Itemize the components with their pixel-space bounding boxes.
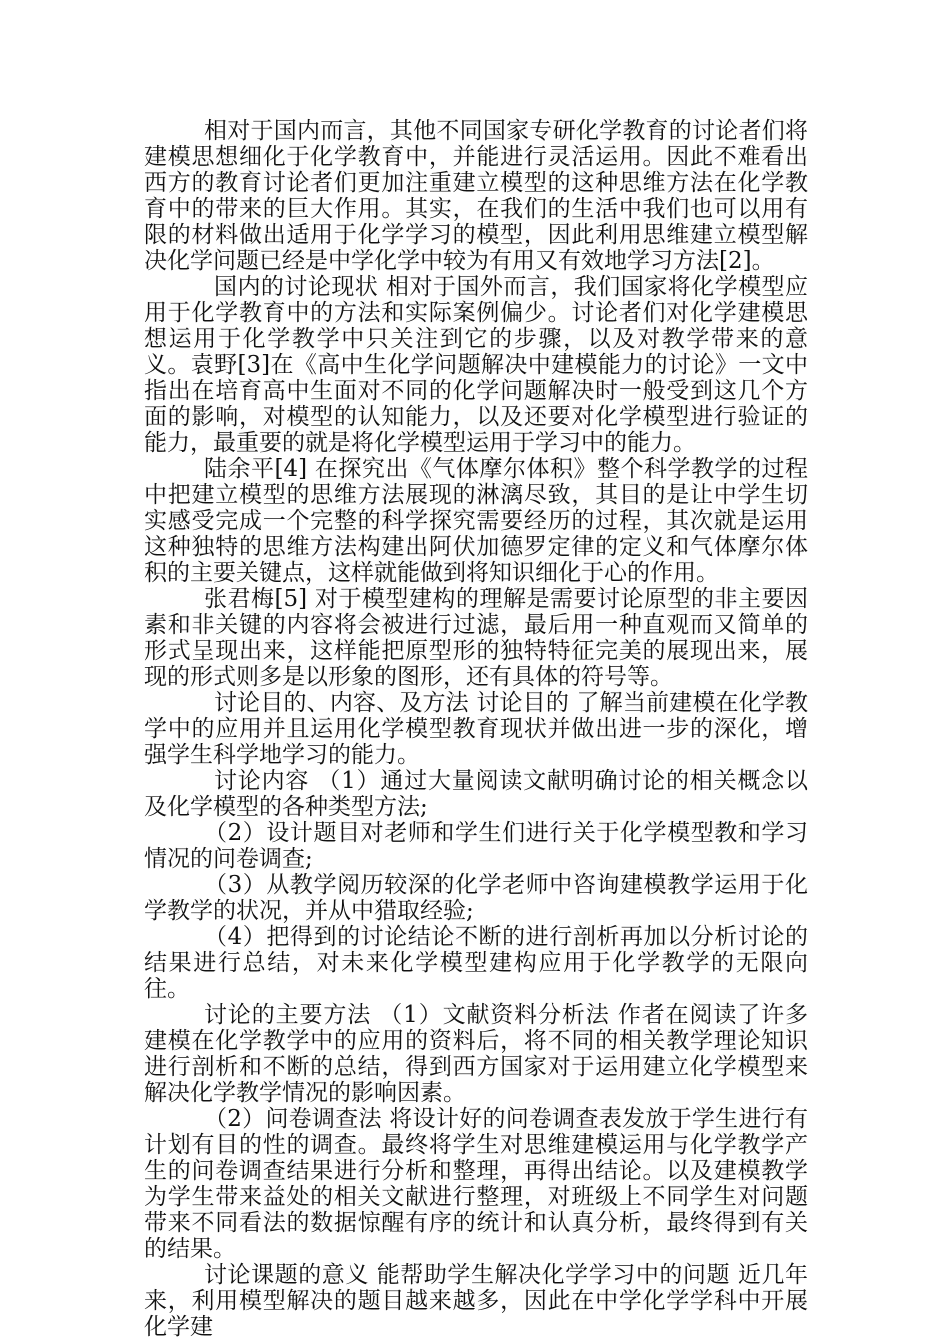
paragraph-research-content: 讨论内容 （1）通过大量阅读文献明确讨论的相关概念以及化学模型的各种类型方法; [144,768,808,820]
document-page [144,118,808,1340]
paragraph-foreign-research: 相对于国内而言，其他不同国家专研化学教育的讨论者们将建模思想细化于化学教育中，并能进行灵活运用。因此不难看出西方的教育讨论者们更加注重建立模型的这种思维方法在化学教育中的带来的巨大作用。其实，在我们的生活中我们也可以用有限的材料做出适用于化学学习的模型，因此利用思维建立模型解决化学问题已经是中学化学中较为有用又有效地学习方法[2]。 [144,118,808,274]
paragraph-content-item-2: （2）设计题目对老师和学生们进行关于化学模型教和学习情况的问卷调查; [144,820,808,872]
paragraph-research-purpose: 讨论目的、内容、及方法 讨论目的 了解当前建模在化学教学中的应用并且运用化学模型教育现状并做出进一步的深化，增强学生科学地学习的能力。 [144,690,808,768]
paragraph-zhang-junmei: 张君梅[5] 对于模型建构的理解是需要讨论原型的非主要因素和非关键的内容将会被进行过滤，最后用一种直观而又简单的形式呈现出来，这样能把原型形的独特特征完美的展现出来，展现的形式则多是以形象的图形，还有具体的符号等。 [144,586,808,690]
paragraph-content-item-3: （3）从教学阅历较深的化学老师中咨询建模教学运用于化学教学的状况，并从中猎取经验; [144,872,808,924]
paragraph-significance: 讨论课题的意义 能帮助学生解决化学学习中的问题 近几年来，利用模型解决的题目越来越多，因此在中学化学学科中开展化学建 [144,1262,808,1340]
paragraph-survey-method: （2）问卷调查法 将设计好的问卷调查表发放于学生进行有计划有目的性的调查。最终将学生对思维建模运用与化学教学产生的问卷调查结果进行分析和整理，再得出结论。以及建模教学为学生带来益处的相关文献进行整理，对班级上不同学生对问题带来不同看法的数据惊醒有序的统计和认真分析，最终得到有关的结果。 [144,1106,808,1262]
paragraph-domestic-status: 国内的讨论现状 相对于国外而言，我们国家将化学模型应用于化学教育中的方法和实际案例偏少。讨论者们对化学建模思想运用于化学教学中只关注到它的步骤，以及对教学带来的意义。袁野[3]在《高中生化学问题解决中建模能力的讨论》一文中指出在培育高中生面对不同的化学问题解决时一般受到这几个方面的影响，对模型的认知能力，以及还要对化学模型进行验证的能力，最重要的就是将化学模型运用于学习中的能力。 [144,274,808,456]
paragraph-content-item-4: （4）把得到的讨论结论不断的进行剖析再加以分析讨论的结果进行总结，对未来化学模型建构应用于化学教学的无限向往。 [144,924,808,1002]
paragraph-lu-yuping: 陆余平[4] 在探究出《气体摩尔体积》整个科学教学的过程中把建立模型的思维方法展现的淋漓尽致，其目的是让中学生切实感受完成一个完整的科学探究需要经历的过程，其次就是运用这种独特的思维方法构建出阿伏加德罗定律的定义和气体摩尔体积的主要关键点，这样就能做到将知识细化于心的作用。 [144,456,808,586]
paragraph-main-methods: 讨论的主要方法 （1）文献资料分析法 作者在阅读了许多建模在化学教学中的应用的资料后，将不同的相关教学理论知识进行剖析和不断的总结，得到西方国家对于运用建立化学模型来解决化学教学情况的影响因素。 [144,1002,808,1106]
